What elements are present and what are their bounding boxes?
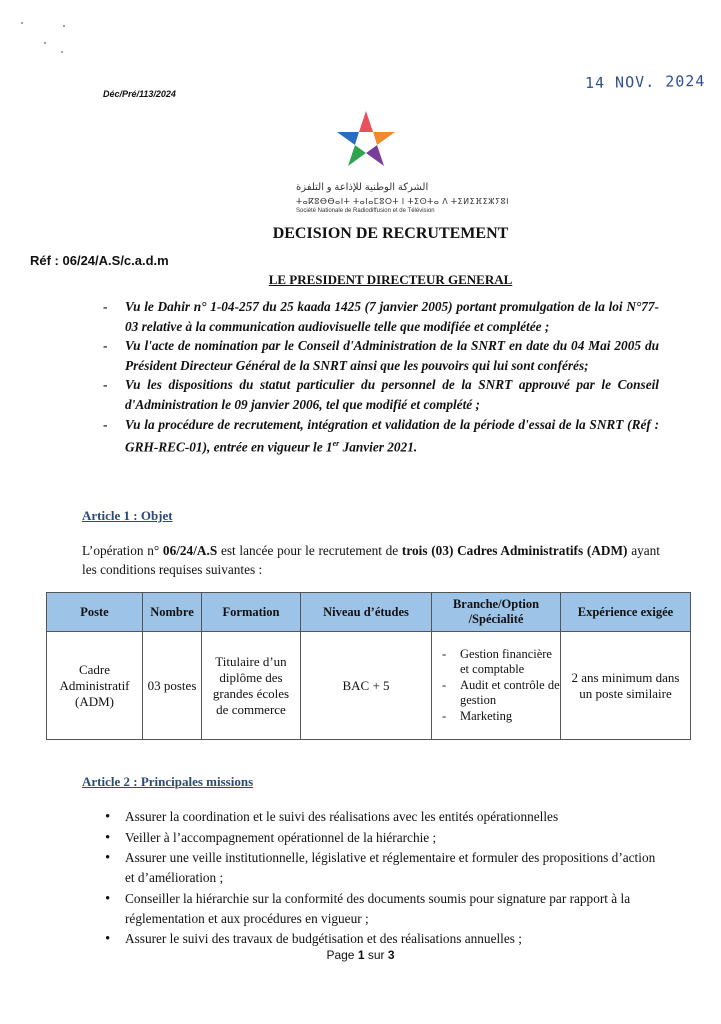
page-number: Page 1 sur 3	[326, 948, 395, 962]
org-name-arabic: الشركة الوطنية للإذاعة و التلفزة	[296, 182, 429, 193]
article-2-title: Article 2 : Principales missions	[82, 774, 254, 789]
mission-item: • Assurer la coordination et le suivi des réalisations avec les entités opérationnelles	[103, 807, 659, 827]
column-header: Niveau d’études	[301, 593, 432, 632]
recruitment-table	[46, 592, 691, 740]
column-header: Poste	[47, 593, 143, 632]
mission-item: • Assurer une veille institutionnelle, législative et réglementaire et formuler des propositions d’action et d’amélioration ;	[103, 848, 659, 888]
org-name-amazigh: ⵜⴰⴽⵓⴱⴱⴰⵏⵜ ⵜⴰⵏⴰⵎⵓⵔⵜ ⵏ ⵜⵉⵙⵜⴰ ⴷ ⵜⵉⵍⵉⴼⵉⵣⵢⵓⵏ	[296, 197, 509, 206]
positions-count: trois (03) Cadres Administratifs (ADM)	[401, 543, 628, 558]
scan-speck	[63, 25, 65, 27]
cell-niveau: BAC + 5	[301, 632, 432, 740]
scan-speck	[61, 51, 63, 53]
branch-item: - Gestion financière et comptable	[438, 647, 560, 678]
branch-item: - Marketing	[438, 709, 560, 725]
cell-nombre: 03 postes	[143, 632, 202, 740]
cell-poste: Cadre Administratif (ADM)	[47, 632, 143, 740]
cell-branches	[432, 632, 561, 740]
scan-speck	[21, 22, 23, 24]
consideration-item: - Vu l'acte de nomination par le Conseil d'Administration de la SNRT en date du 04 Mai 2005 du Président Directeur Général de la SNRT ainsi que les pouvoirs qui lui sont conférés;	[103, 336, 659, 375]
column-header: Nombre	[143, 593, 202, 632]
considerations-list	[103, 297, 659, 457]
branch-item: - Audit et contrôle de gestion	[438, 678, 560, 709]
consideration-item: - Vu la procédure de recrutement, intégration et validation de la période d'essai de la SNRT (Réf : GRH-REC-01), entrée en vigueur le 1er Janvier 2021.	[103, 415, 659, 458]
org-name-french: Société Nationale de Radiodiffusion et de Télévision	[296, 208, 435, 214]
column-header: Branche/Option /Spécialité	[432, 593, 561, 632]
authority-heading: LE PRESIDENT DIRECTEUR GENERAL	[268, 272, 513, 287]
mission-item: • Assurer le suivi des travaux de budgétisation et des réalisations annuelles ;	[103, 929, 659, 949]
column-header: Expérience exigée	[561, 593, 691, 632]
table-row	[47, 632, 691, 740]
consideration-item: - Vu les dispositions du statut particulier du personnel de la SNRT approuvé par le Conseil d'Administration le 09 janvier 2006, tel que modifié et complété ;	[103, 375, 659, 414]
table-header-row	[47, 593, 691, 632]
document-reference: Réf : 06/24/A.S/c.a.d.m	[30, 253, 169, 268]
consideration-item: - Vu le Dahir n° 1-04-257 du 25 kaada 1425 (7 janvier 2005) portant promulgation de la loi N°77-03 relative à la communication audiovisuelle telle que modifiée et complétée ;	[103, 297, 659, 336]
article-1-title: Article 1 : Objet	[82, 508, 173, 523]
mission-item: • Veiller à l’accompagnement opérationnel de la hiérarchie ;	[103, 828, 659, 848]
cell-experience: 2 ans minimum dans un poste similaire	[561, 632, 691, 740]
snrt-star-logo	[329, 108, 403, 178]
mission-item: • Conseiller la hiérarchie sur la conformité des documents soumis pour signature par rapport à la réglementation et aux procédures en vigueur ;	[103, 889, 659, 929]
scan-speck	[44, 42, 46, 44]
document-title: DECISION DE RECRUTEMENT	[272, 225, 509, 242]
branch-list	[432, 647, 560, 725]
date-stamp: 14 NOV. 2024	[584, 71, 706, 93]
article-1-text: L’opération n° 06/24/A.S est lancée pour le recrutement de trois (03) Cadres Administratifs (ADM) ayant les conditions requises suivantes :	[82, 543, 660, 577]
missions-list	[103, 807, 659, 950]
cell-formation: Titulaire d’un diplôme des grandes écoles de commerce	[202, 632, 301, 740]
operation-reference: 06/24/A.S	[162, 543, 218, 558]
decision-reference: Déc/Pré/113/2024	[103, 89, 176, 99]
column-header: Formation	[202, 593, 301, 632]
